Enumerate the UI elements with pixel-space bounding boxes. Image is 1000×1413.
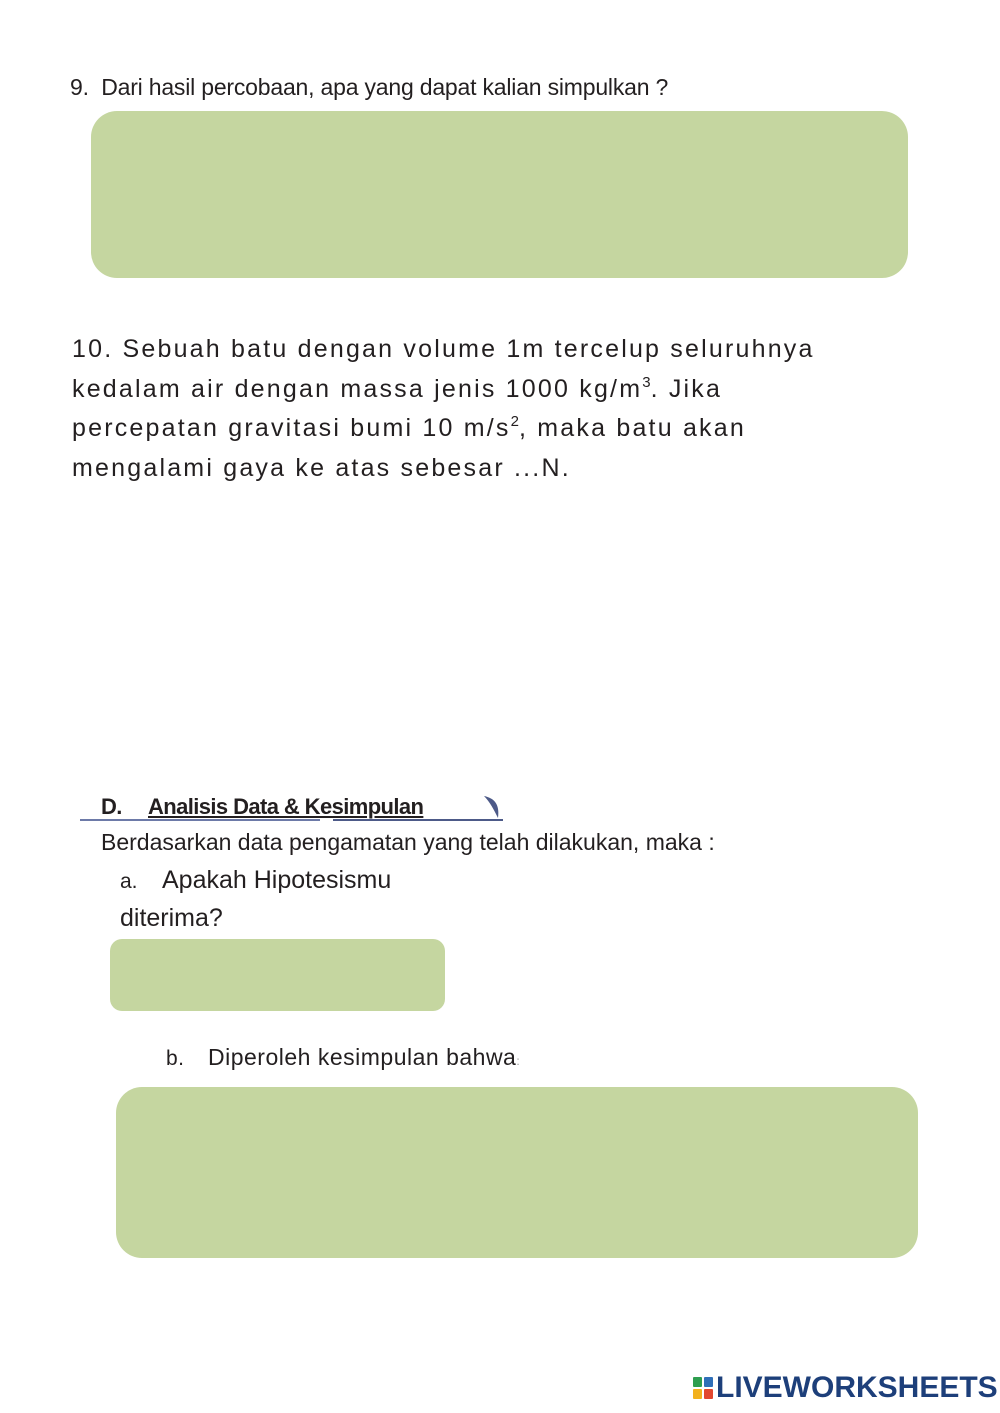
answer-box-question-b[interactable] [116, 1087, 918, 1258]
question-a-text: Apakah Hipotesismu diterima? [120, 866, 392, 932]
question-10-line-1: 10. Sebuah batu dengan volume 1m tercelup seluruhnya [72, 335, 815, 363]
question-10 [72, 330, 952, 488]
question-10-line-2: kedalam air dengan massa jenis 1000 $kg/m^3$. Jika [72, 373, 723, 403]
liveworksheets-logo-icon [693, 1377, 713, 1399]
logo-text: LIVEWORKSHEETS [716, 1371, 998, 1404]
question-b-text: Diperoleh kesimpulan bahwa [208, 1044, 517, 1070]
question-9 [70, 74, 668, 101]
question-b: b. Diperoleh kesimpulan bahwa: [166, 1044, 521, 1070]
question-a [120, 862, 440, 936]
section-title: Analisis Data & Kesimpulan [148, 794, 424, 819]
question-9-text: Dari hasil percobaan, apa yang dapat kalian simpulkan ? [101, 74, 669, 100]
section-chevron-icon [478, 792, 508, 822]
question-b-label: b. [166, 1047, 185, 1070]
liveworksheets-logo [693, 1373, 998, 1403]
section-heading [101, 794, 423, 820]
question-a-label: a. [120, 870, 138, 893]
question-10-line-4: mengalami gaya ke atas sebesar ...N. [72, 453, 571, 482]
section-letter: D. [101, 794, 122, 819]
question-9-number: 9. [70, 74, 89, 100]
answer-box-question-a[interactable] [110, 939, 445, 1011]
question-10-line-3: percepatan gravitasi bumi 10 $m/s^2$, maka batu akan [72, 413, 746, 442]
answer-box-question-9[interactable] [91, 111, 908, 278]
section-intro: Berdasarkan data pengamatan yang telah dilakukan, maka : [101, 829, 715, 855]
